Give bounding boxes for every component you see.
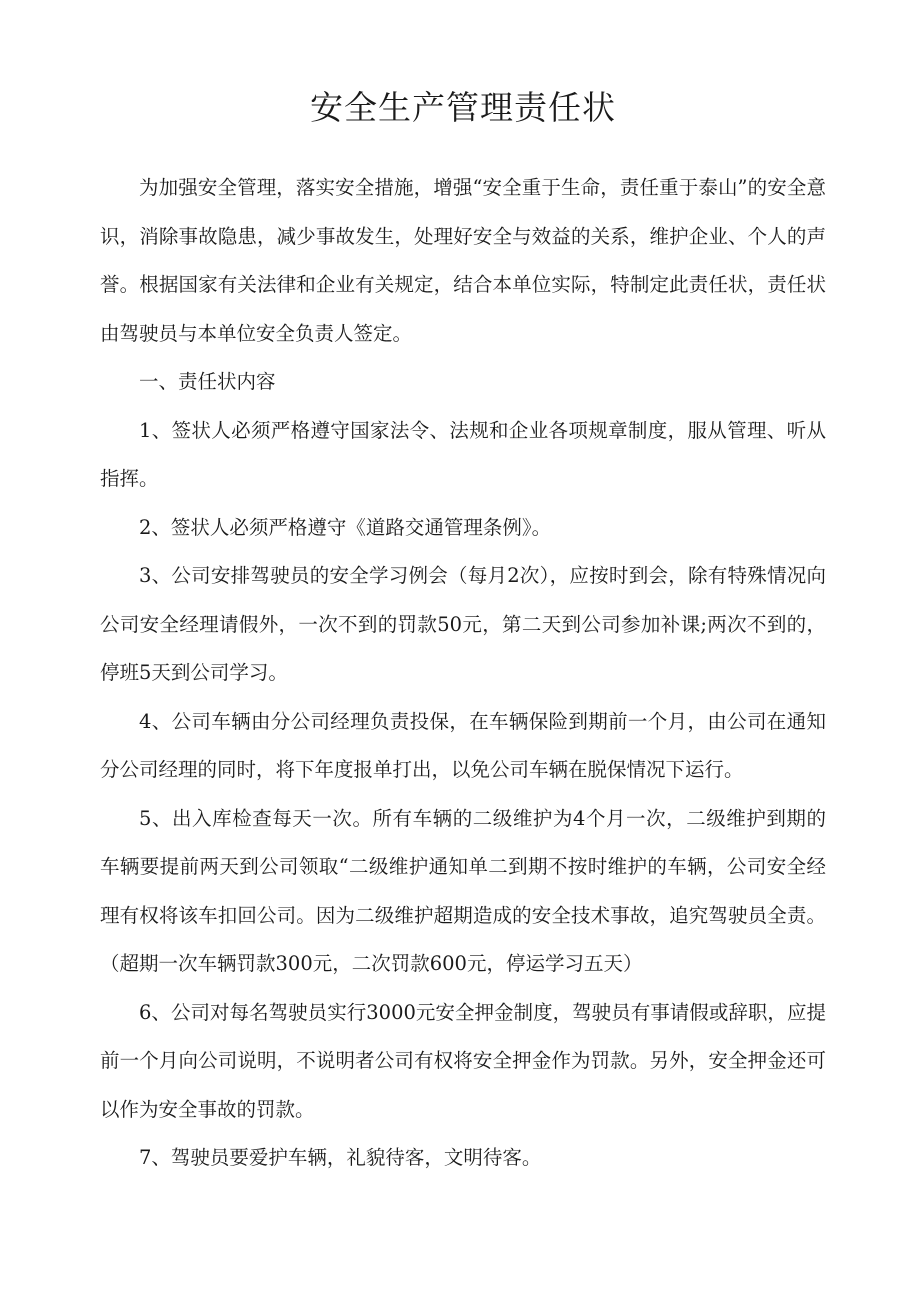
clause-6: 6、公司对每名驾驶员实行3000元安全押金制度，驾驶员有事请假或辞职，应提前一个月向公司说明，不说明者公司有权将安全押金作为罚款。另外，安全押金还可以作为安全事故的罚款。 [100, 1000, 826, 1121]
clause-5: 5、出入库检查每天一次。所有车辆的二级维护为4个月一次，二级维护到期的车辆要提前两天到公司领取“二级维护通知单二到期不按时维护的车辆，公司安全经理有权将该车扣回公司。因为二级维护超期造成的安全技术事故，追究驾驶员全责。（超期一次车辆罚款300元，二次罚款600元，停运学习五天） [100, 806, 826, 975]
clause-1: 1、签状人必须严格遵守国家法令、法规和企业各项规章制度，服从管理、听从指挥。 [100, 418, 826, 490]
clause-7: 7、驾驶员要爱护车辆，礼貌待客，文明待客。 [139, 1146, 542, 1169]
document-title: 安全生产管理责任状 [310, 88, 616, 127]
clause-4: 4、公司车辆由分公司经理负责投保，在车辆保险到期前一个月，由公司在通知分公司经理的同时，将下年度报单打出，以免公司车辆在脱保情况下运行。 [100, 709, 826, 781]
clause-2: 2、签状人必须严格遵守《道路交通管理条例》。 [139, 515, 552, 539]
document-page [100, 78, 826, 1183]
intro-paragraph: 为加强安全管理，落实安全措施，增强“安全重于生命，责任重于泰山”的安全意识，消除事故隐患，减少事故发生，处理好安全与效益的关系，维护企业、个人的声誉。根据国家有关法律和企业有关规定，结合本单位实际，特制定此责任状，责任状由驾驶员与本单位安全负责人签定。 [100, 176, 826, 345]
section-heading: 一、责任状内容 [139, 370, 276, 393]
clause-3: 3、公司安排驾驶员的安全学习例会（每月2次），应按时到会，除有特殊情况向公司安全经理请假外，一次不到的罚款50元，第二天到公司参加补课;两次不到的，停班5天到公司学习。 [100, 564, 826, 684]
